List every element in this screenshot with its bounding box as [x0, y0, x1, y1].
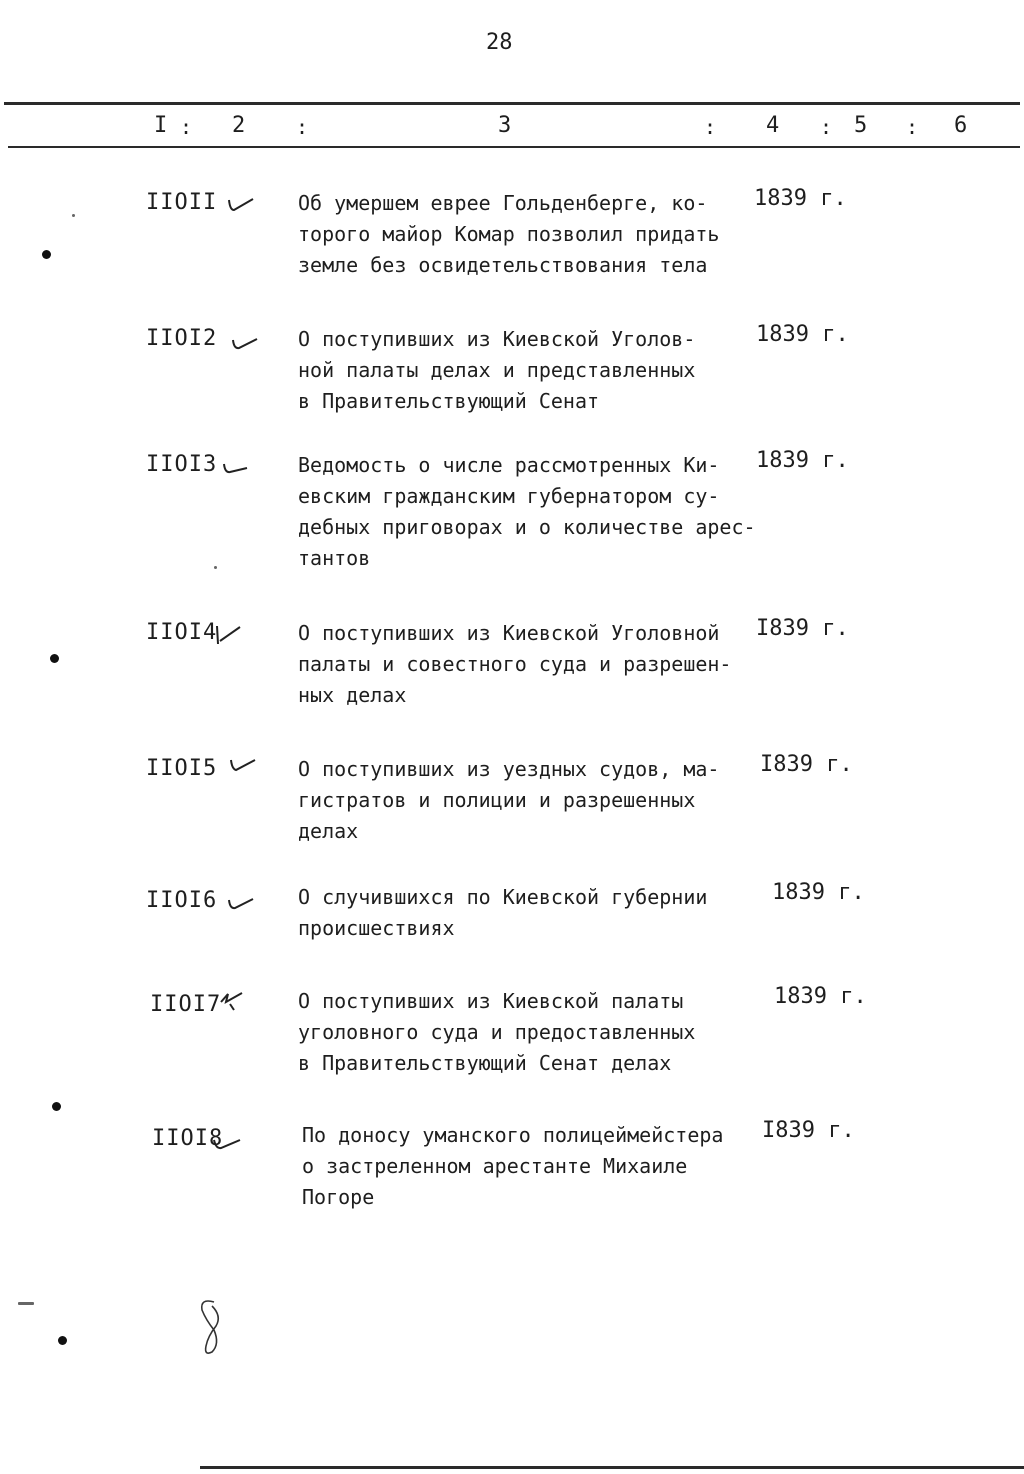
check-mark-icon — [226, 194, 256, 216]
entry-year: I839 г. — [756, 616, 849, 641]
scan-speck — [18, 1302, 34, 1305]
column-header-6: 6 — [954, 113, 968, 138]
punch-hole-icon — [58, 1336, 67, 1345]
description-line: Погоре — [302, 1185, 375, 1209]
entry-year: I839 г. — [762, 1118, 855, 1143]
entry-description — [298, 754, 719, 847]
description-line: О поступивших из Киевской палаты — [298, 989, 684, 1013]
description-line: в Правительствующий Сенат делах — [298, 1051, 672, 1075]
check-mark-icon — [218, 990, 248, 1012]
column-header-3: 3 — [498, 113, 512, 138]
description-line: гистратов и полиции и разрешенных — [298, 788, 696, 812]
punch-hole-icon — [42, 250, 51, 259]
column-header-2: 2 — [232, 113, 246, 138]
entry-year: 1839 г. — [756, 322, 849, 347]
entry-description — [298, 450, 756, 574]
handwritten-note-icon — [188, 1296, 228, 1360]
entry-description — [298, 986, 695, 1079]
description-line: делах — [298, 819, 359, 843]
description-line: уголовного суда и предоставленных — [298, 1020, 696, 1044]
entry-description — [298, 188, 719, 281]
description-line: По доносу уманского полицеймейстера — [302, 1123, 724, 1147]
entry-year: 1839 г. — [754, 186, 847, 211]
scan-speck — [72, 214, 75, 217]
entry-number: IIOII — [146, 190, 218, 215]
description-line: ной палаты делах и представленных — [298, 358, 696, 382]
column-header-4: 4 — [766, 113, 780, 138]
check-mark-icon — [220, 458, 250, 480]
description-line: палаты и совестного суда и разрешен- — [298, 652, 732, 676]
description-line: дебных приговорах и о количестве арес- — [298, 515, 756, 539]
check-mark-icon — [228, 756, 258, 778]
entry-year: 1839 г. — [774, 984, 867, 1009]
entry-year: I839 г. — [760, 752, 853, 777]
column-separator: : — [906, 115, 919, 139]
check-mark-icon — [212, 1132, 242, 1154]
column-header-5: 5 — [854, 113, 868, 138]
entry-number: IIOI5 — [146, 756, 218, 781]
description-line: Об умершем еврее Гольденберге, ко- — [298, 191, 708, 215]
column-separator: : — [296, 115, 309, 139]
entry-number: IIOI8 — [152, 1126, 224, 1151]
check-mark-icon — [230, 332, 260, 354]
entry-number: IIOI3 — [146, 452, 218, 477]
description-line: торого майор Комар позволил придать — [298, 222, 720, 246]
entry-number: IIOI7 — [150, 992, 222, 1017]
header-bottom-rule — [8, 146, 1020, 148]
page-number: 28 — [486, 30, 513, 55]
entry-description — [298, 618, 731, 711]
description-line: происшествиях — [298, 916, 455, 940]
page-bottom-edge — [200, 1466, 1024, 1469]
entry-description — [298, 882, 707, 944]
description-line: Ведомость о числе рассмотренных Ки- — [298, 453, 720, 477]
description-line: ных делах — [298, 683, 407, 707]
punch-hole-icon — [50, 654, 59, 663]
entry-number: IIOI2 — [146, 326, 218, 351]
description-line: евским гражданским губернатором су- — [298, 484, 720, 508]
entry-description — [298, 324, 695, 417]
column-header-1: I — [154, 113, 168, 138]
description-line: О поступивших из Киевской Уголовной — [298, 621, 720, 645]
header-top-rule — [4, 102, 1020, 105]
entry-year: 1839 г. — [756, 448, 849, 473]
entry-year: 1839 г. — [772, 880, 865, 905]
description-line: о застреленном арестанте Михаиле — [302, 1154, 688, 1178]
description-line: О поступивших из Киевской Уголов- — [298, 327, 696, 351]
entry-number: IIOI6 — [146, 888, 218, 913]
check-mark-icon — [226, 892, 256, 914]
description-line: О случившихся по Киевской губернии — [298, 885, 708, 909]
column-separator: : — [820, 115, 833, 139]
description-line: О поступивших из уездных судов, ма- — [298, 757, 720, 781]
check-mark-icon — [214, 624, 244, 646]
description-line: тантов — [298, 546, 371, 570]
entry-description — [302, 1120, 723, 1213]
description-line: земле без освидетельствования тела — [298, 253, 708, 277]
scan-speck — [214, 566, 217, 569]
entry-number: IIOI4 — [146, 620, 218, 645]
punch-hole-icon — [52, 1102, 61, 1111]
column-separator: : — [180, 115, 193, 139]
column-separator: : — [704, 115, 717, 139]
description-line: в Правительствующий Сенат — [298, 389, 600, 413]
